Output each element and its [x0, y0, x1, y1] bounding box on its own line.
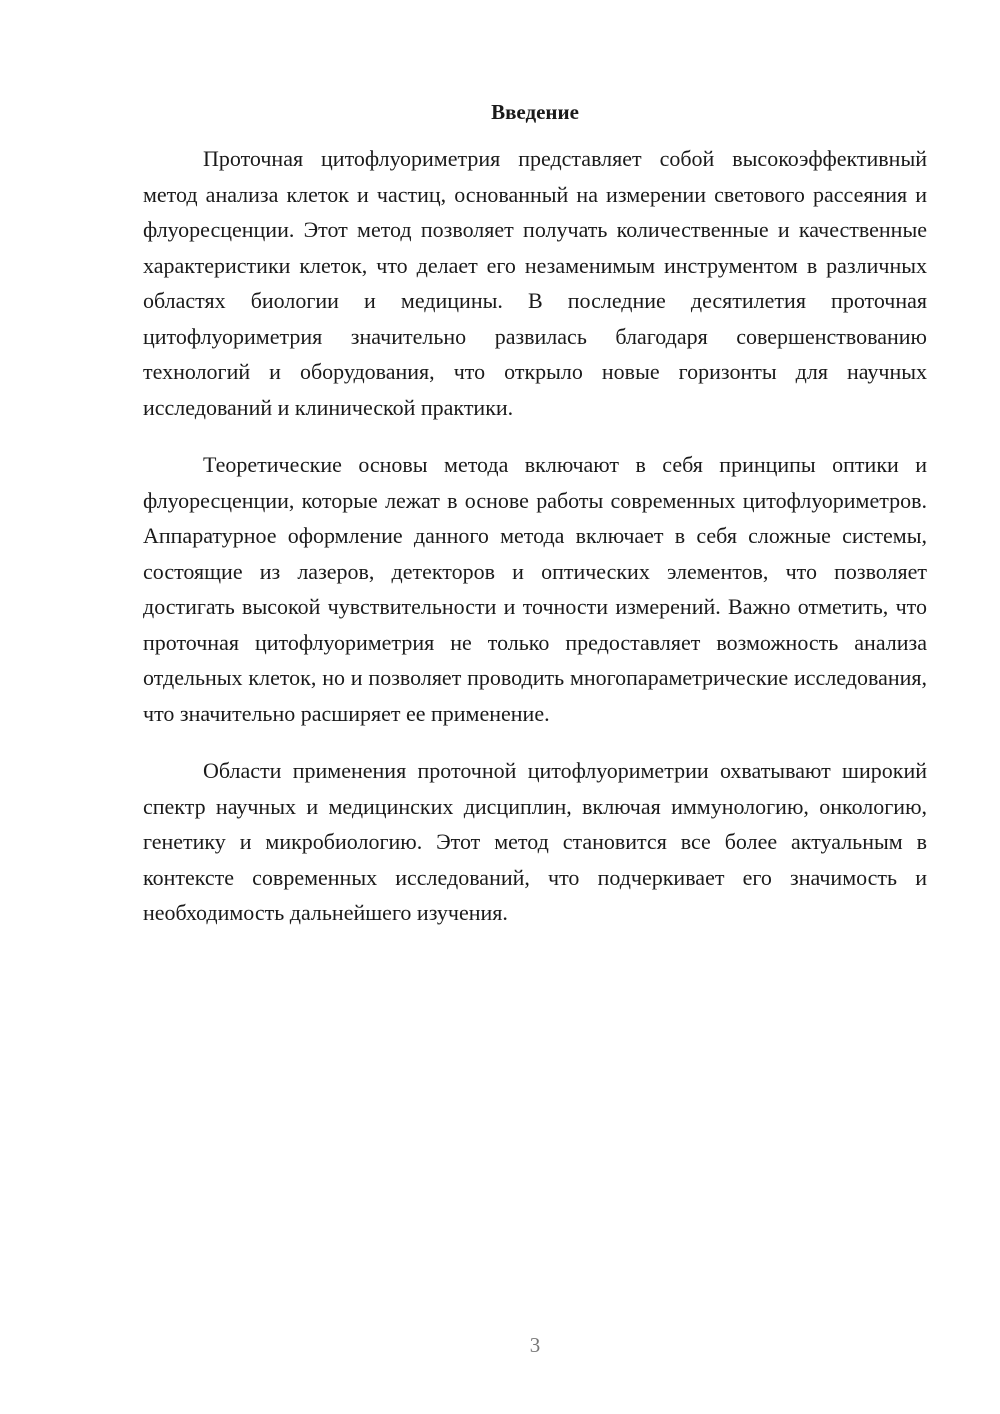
paragraph-theory: Теоретические основы метода включают в себя принципы оптики и флуоресценции, которые лежат в основе работы современных цитофлуориметров. Аппаратурное оформление данного метода включает в себя сложные системы, состоящие из лазеров, детекторов и оптических элементов, что позволяет достигать высокой чувствительности и точности измерений. Важно отметить, что проточная цитофлуориметрия не только предоставляет возможность анализа отдельных клеток, но и позволяет проводить многопараметрические исследования, что значительно расширяет ее применение. — [143, 452, 927, 726]
paragraph-applications: Области применения проточной цитофлуориметрии охватывают широкий спектр научных и медицинских дисциплин, включая иммунологию, онкологию, генетику и микробиологию. Этот метод становится все более актуальным в контексте современных исследований, что подчеркивает его значимость и необходимость дальнейшего изучения. — [143, 758, 927, 925]
body-text — [143, 141, 927, 953]
paragraph-intro: Проточная цитофлуориметрия представляет собой высокоэффективный метод анализа клеток и частиц, основанный на измерении светового рассеяния и флуоресценции. Этот метод позволяет получать количественные и качественные характеристики клеток, что делает его незаменимым инструментом в различных областях биологии и медицины. В последние десятилетия проточная цитофлуориметрия значительно развилась благодаря совершенствованию технологий и оборудования, что открыло новые горизонты для научных исследований и клинической практики. — [143, 146, 927, 420]
page-number: 3 — [529, 1333, 541, 1357]
section-title: Введение — [491, 100, 579, 124]
